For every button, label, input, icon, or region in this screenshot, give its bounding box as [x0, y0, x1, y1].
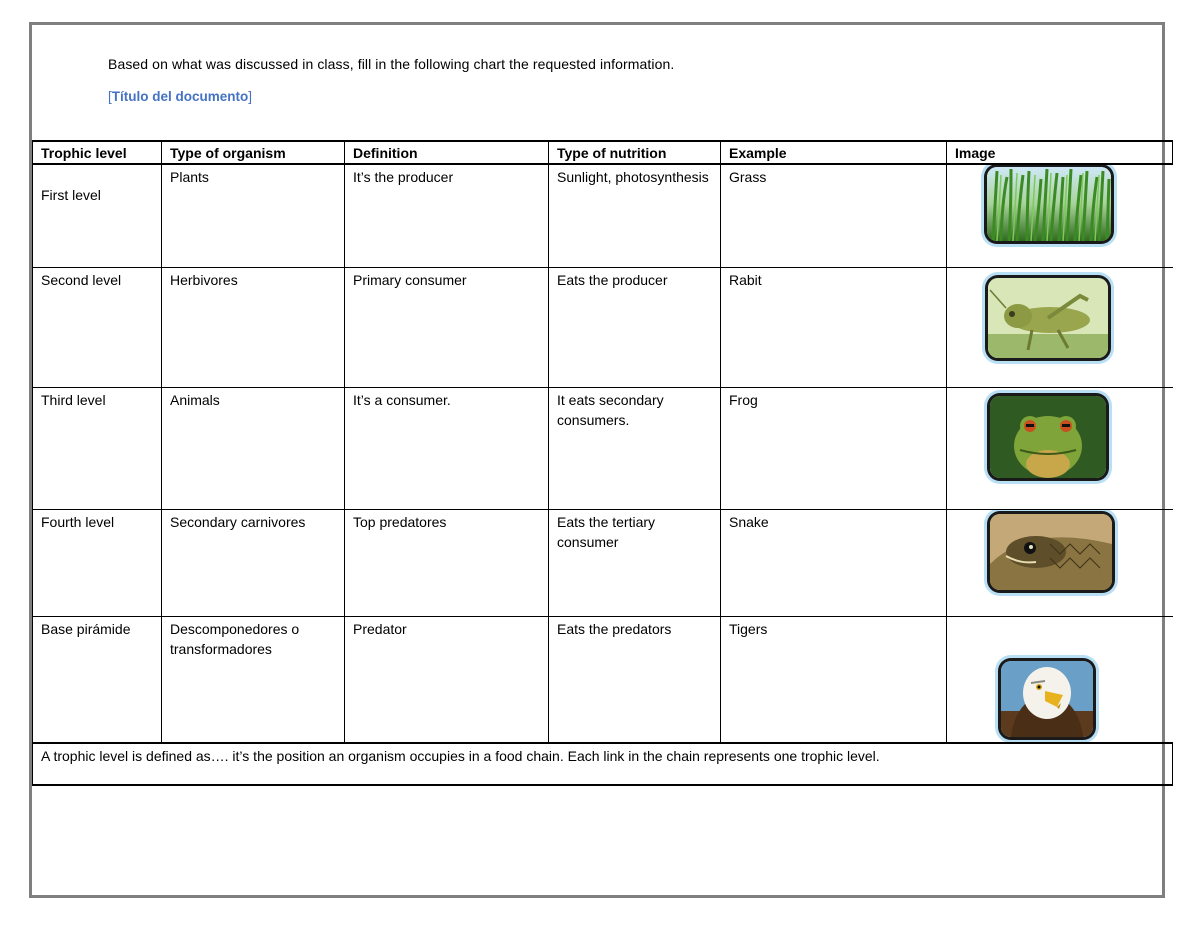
cell-example[interactable]: Rabit [721, 267, 947, 387]
cell-level[interactable]: Third level [33, 387, 162, 509]
cell-level[interactable]: Base pirámide [33, 616, 162, 743]
cell-image[interactable] [947, 509, 1173, 616]
cell-image[interactable] [947, 267, 1173, 387]
snake-image [990, 514, 1112, 590]
cell-definition[interactable]: Primary consumer [345, 267, 549, 387]
title-close-bracket: ] [248, 89, 253, 104]
cell-example[interactable]: Snake [721, 509, 947, 616]
level-text: First level [41, 187, 101, 203]
table-row [33, 616, 1173, 743]
grass-image [987, 167, 1111, 241]
cell-nutrition[interactable]: Eats the producer [549, 267, 721, 387]
cell-organism[interactable]: Plants [162, 164, 345, 267]
cell-level[interactable]: Second level [33, 267, 162, 387]
cell-image[interactable] [947, 387, 1173, 509]
frog-image [990, 396, 1106, 478]
trophic-definition-text[interactable]: A trophic level is defined as…. it’s the position an organism occupies in a food chain. Each link in the chain represents one trophic level. [33, 743, 1173, 785]
cell-nutrition[interactable]: Eats the tertiary consumer [549, 509, 721, 616]
cell-definition[interactable]: Predator [345, 616, 549, 743]
eagle-image [1001, 661, 1093, 737]
cell-organism[interactable]: Secondary carnivores [162, 509, 345, 616]
title-open-bracket: [ [108, 89, 112, 104]
cell-nutrition[interactable]: Eats the predators [549, 616, 721, 743]
header-trophic-level: Trophic level [33, 141, 162, 164]
document-title-placeholder[interactable] [108, 89, 252, 104]
title-text: Título del documento [111, 89, 249, 104]
header-definition: Definition [345, 141, 549, 164]
table-row [33, 164, 1173, 267]
header-type-of-organism: Type of organism [162, 141, 345, 164]
header-type-of-nutrition: Type of nutrition [549, 141, 721, 164]
cell-organism[interactable]: Animals [162, 387, 345, 509]
cell-example[interactable]: Grass [721, 164, 947, 267]
table-row [33, 267, 1173, 387]
cell-example[interactable]: Tigers [721, 616, 947, 743]
trophic-level-table [32, 140, 1173, 786]
cell-level[interactable] [33, 164, 162, 267]
table-row [33, 509, 1173, 616]
cell-nutrition[interactable]: It eats secondary consumers. [549, 387, 721, 509]
cell-level[interactable]: Fourth level [33, 509, 162, 616]
header-example: Example [721, 141, 947, 164]
table-header-row [33, 141, 1173, 164]
cell-example[interactable]: Frog [721, 387, 947, 509]
header-image: Image [947, 141, 1173, 164]
table-row [33, 387, 1173, 509]
cell-nutrition[interactable]: Sunlight, photosynthesis [549, 164, 721, 267]
cell-image[interactable] [947, 616, 1173, 743]
cell-definition[interactable]: It’s a consumer. [345, 387, 549, 509]
cell-organism[interactable]: Herbivores [162, 267, 345, 387]
instructions-text: Based on what was discussed in class, fill in the following chart the requested information. [108, 56, 675, 72]
cell-definition[interactable]: It’s the producer [345, 164, 549, 267]
cell-organism[interactable]: Descomponedores o transformadores [162, 616, 345, 743]
cell-definition[interactable]: Top predatores [345, 509, 549, 616]
cell-image[interactable] [947, 164, 1173, 267]
grasshopper-image [988, 278, 1108, 358]
table-footer-row [33, 743, 1173, 785]
